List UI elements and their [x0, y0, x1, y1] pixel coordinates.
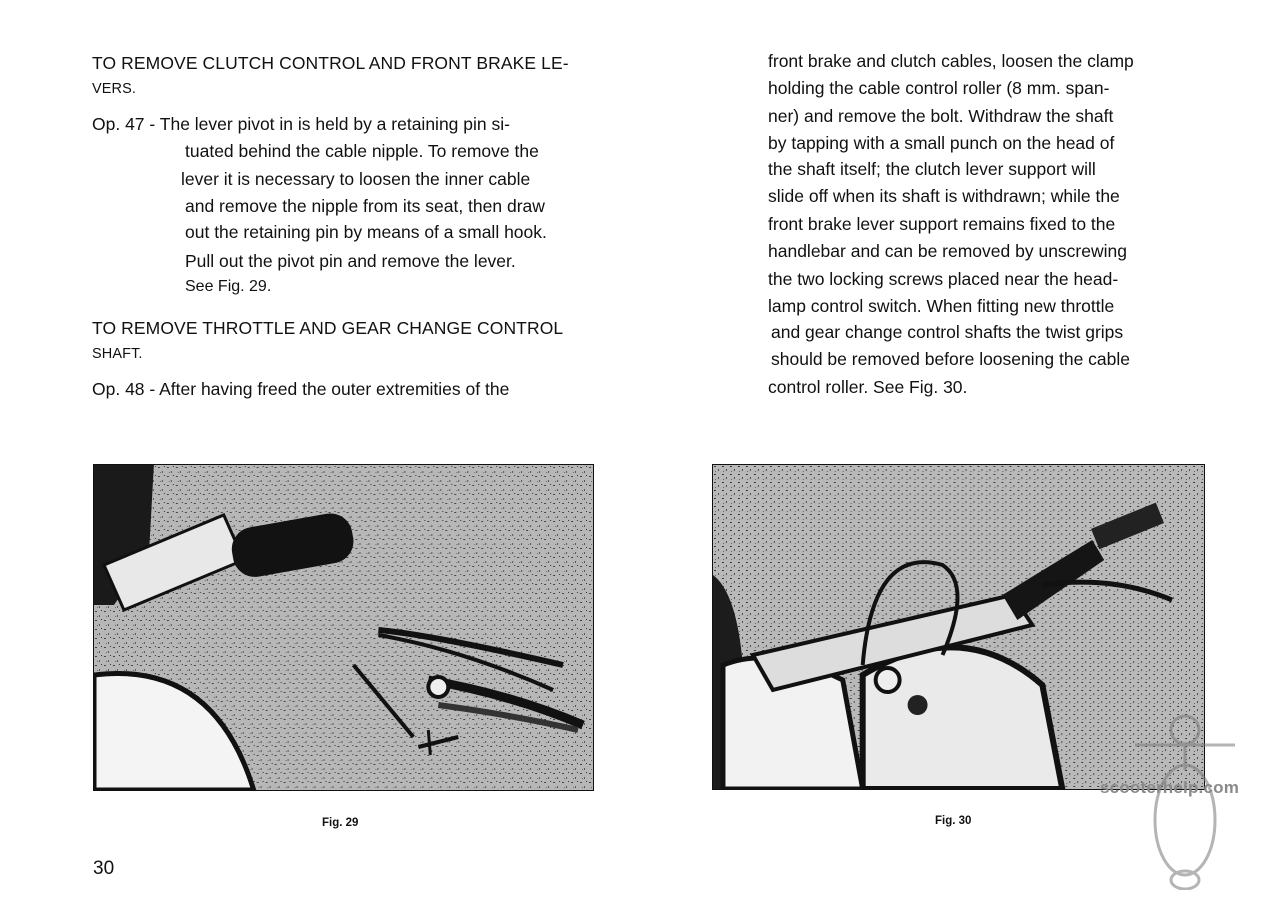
page-number: 30	[93, 858, 115, 879]
body-line: front brake and clutch cables, loosen the clamp	[768, 51, 1134, 71]
heading-clutch-brake-levers	[92, 50, 632, 102]
body-line: by tapping with a small punch on the head of	[768, 133, 1115, 153]
op47-line: tuated behind the cable nipple. To remove the	[185, 141, 539, 161]
body-line: ner) and remove the bolt. Withdraw the shaft	[768, 106, 1114, 126]
body-line: should be removed before loosening the cable	[771, 349, 1130, 369]
body-line: slide off when its shaft is withdrawn; while the	[768, 186, 1120, 206]
op47-line: See Fig. 29.	[185, 278, 272, 295]
watermark-text: scooterhelp.com	[1100, 778, 1240, 797]
heading-line-2: SHAFT.	[92, 346, 143, 362]
body-line: lamp control switch. When fitting new throttle	[768, 296, 1115, 316]
heading-throttle-gear-shaft	[92, 315, 632, 367]
figure-29-caption: Fig. 29	[322, 817, 359, 829]
body-line: the shaft itself; the clutch lever support will	[768, 159, 1096, 179]
heading-line-1: TO REMOVE CLUTCH CONTROL AND FRONT BRAKE LE-	[92, 53, 569, 73]
body-line: control roller. See Fig. 30.	[768, 377, 968, 397]
body-line: the two locking screws placed near the head-	[768, 269, 1119, 289]
op47-line: lever it is necessary to loosen the inner cable	[181, 169, 531, 189]
op47-line: out the retaining pin by means of a small hook.	[185, 222, 547, 242]
body-line: handlebar and can be removed by unscrewing	[768, 241, 1127, 261]
body-line: front brake lever support remains fixed to the	[768, 214, 1116, 234]
figure-30-caption: Fig. 30	[935, 815, 972, 827]
body-line: and gear change control shafts the twist grips	[771, 322, 1124, 342]
body-line: holding the cable control roller (8 mm. span-	[768, 78, 1110, 98]
op48-line: Op. 48 - After having freed the outer extremities of the	[92, 379, 510, 399]
op47-line: Op. 47 - The lever pivot in is held by a retaining pin si-	[92, 114, 510, 134]
op47-line: and remove the nipple from its seat, then draw	[185, 196, 545, 216]
heading-line-2: VERS.	[92, 81, 137, 97]
op47-line: Pull out the pivot pin and remove the lever.	[185, 251, 516, 271]
heading-line-1: TO REMOVE THROTTLE AND GEAR CHANGE CONTROL	[92, 318, 564, 338]
figure-29-photo	[93, 464, 594, 791]
